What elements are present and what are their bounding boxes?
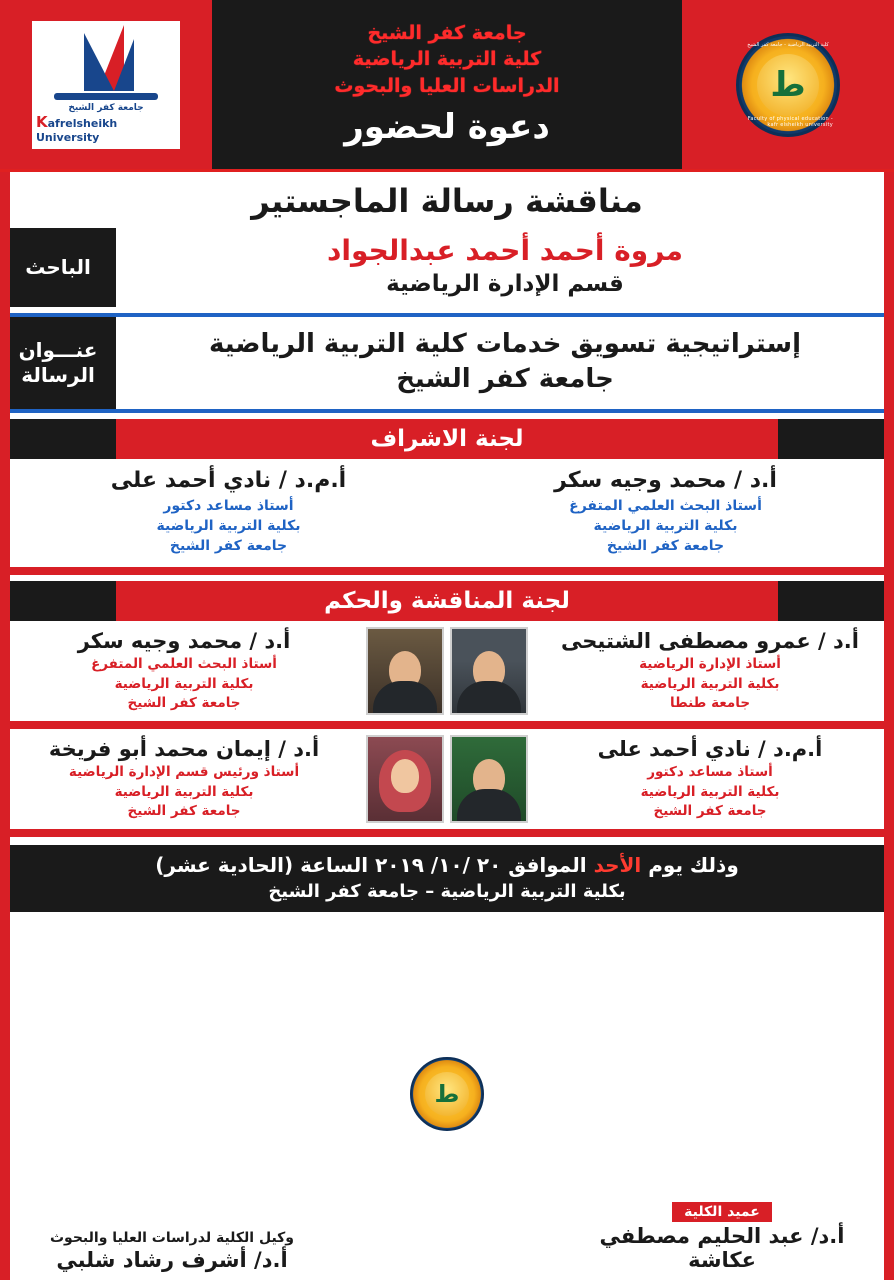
researcher-name: مروة أحمد أحمد عبدالجواد <box>327 234 683 267</box>
jury-member-left-2-line-2: بكلية التربية الرياضية <box>640 783 780 800</box>
faculty-seal-icon <box>736 33 840 137</box>
jury-member-left-2 <box>534 736 886 822</box>
thesis-title-line1: إستراتيجية تسويق خدمات كلية التربية الرياضية <box>209 329 801 359</box>
event-date-line <box>14 853 880 877</box>
red-separator-1 <box>0 567 894 575</box>
seal-letter: ط <box>757 54 819 116</box>
footer-faculty-seal-icon <box>410 1057 484 1131</box>
jury-heading: لجنة المناقشة والحكم <box>116 581 778 621</box>
university-mark-english-rest: afrelsheikh University <box>36 117 118 144</box>
university-name: جامعة كفر الشيخ <box>367 22 527 45</box>
jury-member-right-2 <box>8 736 360 822</box>
red-separator-3 <box>0 829 894 837</box>
jury-member-right-2-line-1: أستاذ ورئيس قسم الإدارة الرياضية <box>68 763 300 780</box>
poster-footer <box>0 920 894 1280</box>
jury-member-right-2-name: أ.د / إيمان محمد أبو فريخة <box>48 736 320 761</box>
thesis-label-line1: عنـــوان <box>18 338 98 363</box>
thesis-title-line2: جامعة كفر الشيخ <box>396 364 614 395</box>
event-location: بكلية التربية الرياضية – جامعة كفر الشيخ <box>268 880 626 902</box>
researcher-department: قسم الإدارة الرياضية <box>386 271 624 297</box>
sailboat-icon <box>58 25 154 97</box>
jury-member-left-1-line-3: جامعة طنطا <box>669 695 751 712</box>
university-logo-container <box>0 0 212 169</box>
jury-member-right-1-line-2: بكلية التربية الرياضية <box>114 675 254 692</box>
jury-row-2 <box>0 729 894 825</box>
supervisor-2 <box>10 467 447 556</box>
supervision-heading: لجنة الاشراف <box>116 419 778 459</box>
jury-member-left-2-name: أ.م.د / نادي أحمد على <box>597 736 823 761</box>
thesis-title-section <box>0 313 894 413</box>
supervisor-1 <box>447 467 884 556</box>
supervision-members <box>0 459 894 562</box>
supervision-header-cap-right <box>0 419 116 459</box>
researcher-section <box>0 228 894 307</box>
footer-dean <box>562 1201 882 1272</box>
event-day: الأحد <box>593 852 642 877</box>
supervision-header-cap-left <box>778 419 894 459</box>
discussion-heading-section <box>0 172 894 224</box>
invitation-title: دعوة لحضور <box>344 106 550 147</box>
jury-header-cap-left <box>778 581 894 621</box>
jury-row-2-photos <box>366 735 528 823</box>
jury-member-left-1-line-2: بكلية التربية الرياضية <box>640 675 780 692</box>
jury-member-left-1-name: أ.د / عمرو مصطفى الشتيحى <box>561 628 859 653</box>
jury-photo-2 <box>366 627 444 715</box>
jury-row-1-photos <box>366 627 528 715</box>
jury-member-right-1-name: أ.د / محمد وجيه سكر <box>77 628 291 653</box>
header-text-block <box>212 0 682 169</box>
jury-member-right-1 <box>8 628 360 714</box>
jury-row-1 <box>0 621 894 717</box>
university-mark-english <box>36 113 176 144</box>
thesis-label-line2: الرسالة <box>21 363 95 388</box>
footer-dean-tag: عميد الكلية <box>672 1202 772 1222</box>
footer-seal-letter: ط <box>425 1072 469 1116</box>
supervisor-1-line-3: جامعة كفر الشيخ <box>606 538 725 555</box>
discussion-heading: مناقشة رسالة الماجستير <box>251 182 643 220</box>
supervisor-2-name: أ.م.د / نادي أحمد على <box>110 468 347 494</box>
jury-header-cap-right <box>0 581 116 621</box>
jury-header <box>0 581 894 621</box>
thesis-title-label <box>0 317 116 409</box>
supervisor-2-line-2: بكلية التربية الرياضية <box>156 518 301 535</box>
supervisor-1-line-1: أستاذ البحث العلمي المتفرغ <box>569 497 762 514</box>
faculty-name: كلية التربية الرياضية <box>352 48 542 71</box>
jury-member-left-2-line-3: جامعة كفر الشيخ <box>653 803 767 820</box>
university-mark-arabic: جامعة كفر الشيخ <box>68 103 144 113</box>
event-date-rest: الموافق ٢٠ /١٠/ ٢٠١٩ الساعة (الحادية عشر) <box>155 852 587 877</box>
supervisor-1-name: أ.د / محمد وجيه سكر <box>554 468 777 494</box>
supervisor-1-line-2: بكلية التربية الرياضية <box>593 518 738 535</box>
supervisor-2-line-3: جامعة كفر الشيخ <box>169 538 288 555</box>
supervisor-2-line-1: أستاذ مساعد دكتور <box>163 497 294 514</box>
jury-photo-4 <box>366 735 444 823</box>
researcher-label: الباحث <box>0 228 116 307</box>
red-separator-2 <box>0 721 894 729</box>
jury-photo-1 <box>450 627 528 715</box>
jury-member-left-1-line-1: أستاذ الإدارة الرياضية <box>639 655 781 672</box>
researcher-details <box>116 228 894 307</box>
event-details <box>8 845 886 912</box>
jury-member-left-2-line-1: أستاذ مساعد دكتور <box>647 763 773 780</box>
jury-member-right-2-line-2: بكلية التربية الرياضية <box>114 783 254 800</box>
jury-member-right-1-line-3: جامعة كفر الشيخ <box>127 695 241 712</box>
event-date-prefix: وذلك يوم <box>648 852 739 877</box>
poster-header <box>0 0 894 172</box>
thesis-title-text <box>116 317 894 409</box>
graduate-studies-name: الدراسات العليا والبحوث <box>334 74 560 97</box>
footer-vice-dean-name: أ.د/ أشرف رشاد شلبي <box>56 1248 288 1272</box>
university-mark-initial: K <box>36 113 48 131</box>
footer-dean-name: أ.د/ عبد الحليم مصطفي عكاشة <box>599 1224 845 1272</box>
jury-member-right-2-line-3: جامعة كفر الشيخ <box>127 803 241 820</box>
jury-photo-3 <box>450 735 528 823</box>
footer-vice-dean <box>12 1230 332 1272</box>
jury-member-right-1-line-1: أستاذ البحث العلمي المتفرغ <box>91 655 277 672</box>
university-mark-icon <box>32 21 180 149</box>
supervision-header <box>0 419 894 459</box>
footer-vice-dean-role: وكيل الكلية لدراسات العليا والبحوث <box>49 1230 294 1246</box>
seal-ring-top-text: كلية التربية الرياضية - جامعة كفر الشيخ <box>747 41 829 48</box>
jury-member-left-1 <box>534 628 886 714</box>
faculty-logo-container <box>682 0 894 169</box>
seal-ring-bottom-text: Faculty of physical education - kafr elsheikh university <box>747 115 833 128</box>
